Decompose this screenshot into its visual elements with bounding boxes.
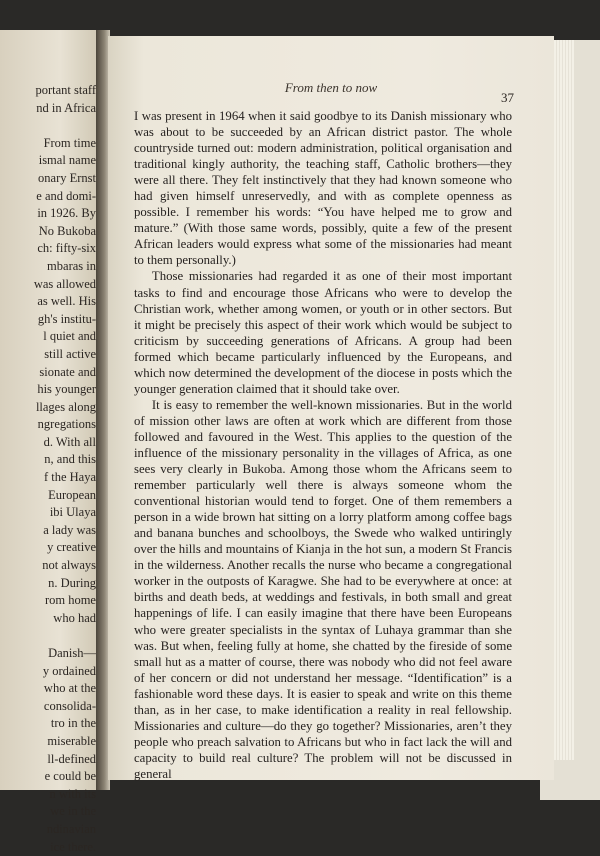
right-page — [108, 36, 554, 780]
left-page-line: his younger — [37, 382, 96, 397]
left-page-line: who had — [53, 610, 96, 625]
paragraph: Those missionaries had regarded it as one of their most important tasks to find and encourage those Africans who were to develop the Christian work, whether among women, or youth or in other sectors. But it might be precisely this aspect of their work which would be subject to criticism by succeeding generations of Africans. A group had been formed which became particularly influenced by the Europeans, and which now determined the development of the diocese in posts which the younger generation claimed that it should take over. — [134, 269, 512, 396]
left-page-line: ibi Ulaya — [49, 505, 96, 520]
left-page-line: No Bukoba — [38, 223, 96, 238]
left-page-line: as well. His — [37, 294, 96, 309]
paragraph: It is easy to remember the well-known missionaries. But in the world of mission other laws are often at work which are different from those followed and favoured in the West. This applies to the question of the influence of the missionary personality in the villages of Africa, as one sees very clearly in Bukoba. Among those whom the Africans seem to remember particularly well there is always someone whom the conventional historian would tend to forget. One of them remembers a person in a wide brown hat sitting on a lorry platform among coffee bags and banana bunches and schoolboys, the Swede who walked untiringly over the hills and mountains of Kianja in the hot sun, a modern St Francis in the wilderness. Another recalls the nurse who became a congregational worker in the outposts of Karagwe. She had to be everywhere at once: at births and death beds, at weddings and festivals, in both small and great happenings of life. I can easily imagine that there have been Europeans who were greater specialists in the syntax of Luhaya grammar than she was. But when, feeling fully at home, she chatted by the fireside of some small hut as a matter of course, there was nobody who did not feel aware of her concern or did not understand her message. “Identification” is a fashionable word these days. It is easier to speak and write on this theme than, as in her case, to make identification a reality in real fellowship. Missionaries and culture—do they go together? Missionaries, aren’t they people who preach salvation to Africans but who in fact lack the will and capacity to build real culture? The problem will not be discussed in general — [134, 397, 512, 781]
left-page-line: Danish— — [48, 646, 96, 660]
left-page-line: e and domi- — [36, 188, 96, 203]
left-page-line: e could be — [44, 769, 96, 784]
left-page-line: y ordained — [42, 663, 96, 678]
left-page-line: onary Ernst — [38, 170, 96, 185]
left-page — [0, 30, 100, 854]
left-page-line: ndinavian — [46, 821, 96, 836]
paragraph: I was present in 1964 when it said goodbye to its Danish missionary who was about to be succeeded by an African district pastor. The whole countryside turned out: modern administration, political organisation and traditional kingly authority, the teaching staff, Catholic brothers—they were all there. They felt instinctively that they had known someone who had given himself unreservedly, and with as complete openness as possible. I remember his words: “You have helped me to grow and mature.” (With those same words, possibly, quite a few of the present African leaders would express what some of the missionaries had meant to them personally.) — [134, 109, 512, 268]
left-page-line: European — [48, 487, 96, 502]
left-page-line: tro in the — [50, 716, 96, 731]
left-page-line: nd in Africa — [36, 100, 96, 115]
left-page-line: rom home — [44, 593, 96, 608]
left-page-line: we in the — [50, 804, 96, 819]
left-page-line: ice there. — [50, 839, 96, 854]
body-text — [134, 108, 512, 782]
left-page-line: d. With all — [43, 434, 96, 449]
left-page-line: f the Haya — [43, 470, 96, 485]
left-page-line: n. During — [48, 575, 96, 590]
left-page-line: n, and this — [44, 452, 96, 467]
left-page-line: miserable — [47, 733, 96, 748]
left-page-line: gh's institu- — [37, 311, 96, 326]
running-head: From then to now — [284, 80, 378, 95]
left-page-line: llages along — [35, 399, 96, 414]
left-page-line: still active — [44, 346, 96, 361]
left-page-line — [34, 627, 96, 645]
left-page-line: in 1926. By — [37, 206, 96, 221]
left-page-line: was allowed — [33, 276, 96, 291]
left-page-line: portant staff — [35, 83, 96, 97]
left-page-line: ll-defined — [47, 751, 96, 766]
left-page-line: ch: fifty-six — [37, 241, 96, 256]
left-page-line: consolida- — [43, 698, 96, 713]
left-page-line: n with its — [49, 786, 96, 801]
left-page-line: y creative — [47, 540, 96, 555]
left-page-line: mbaras in — [47, 258, 96, 273]
left-page-line: ismal name — [38, 153, 96, 168]
left-page-line: ngregations — [37, 417, 96, 432]
left-page-line: sionate and — [39, 364, 96, 379]
left-page-text — [34, 82, 96, 856]
left-page-line: l quiet and — [43, 329, 96, 344]
left-page-line: not always — [42, 558, 96, 573]
left-page-line: who at the — [43, 681, 96, 696]
left-page-line — [34, 117, 96, 135]
left-page-line: a lady was — [43, 522, 96, 537]
left-page-line: From time — [43, 135, 96, 150]
page-number: 37 — [501, 90, 514, 105]
